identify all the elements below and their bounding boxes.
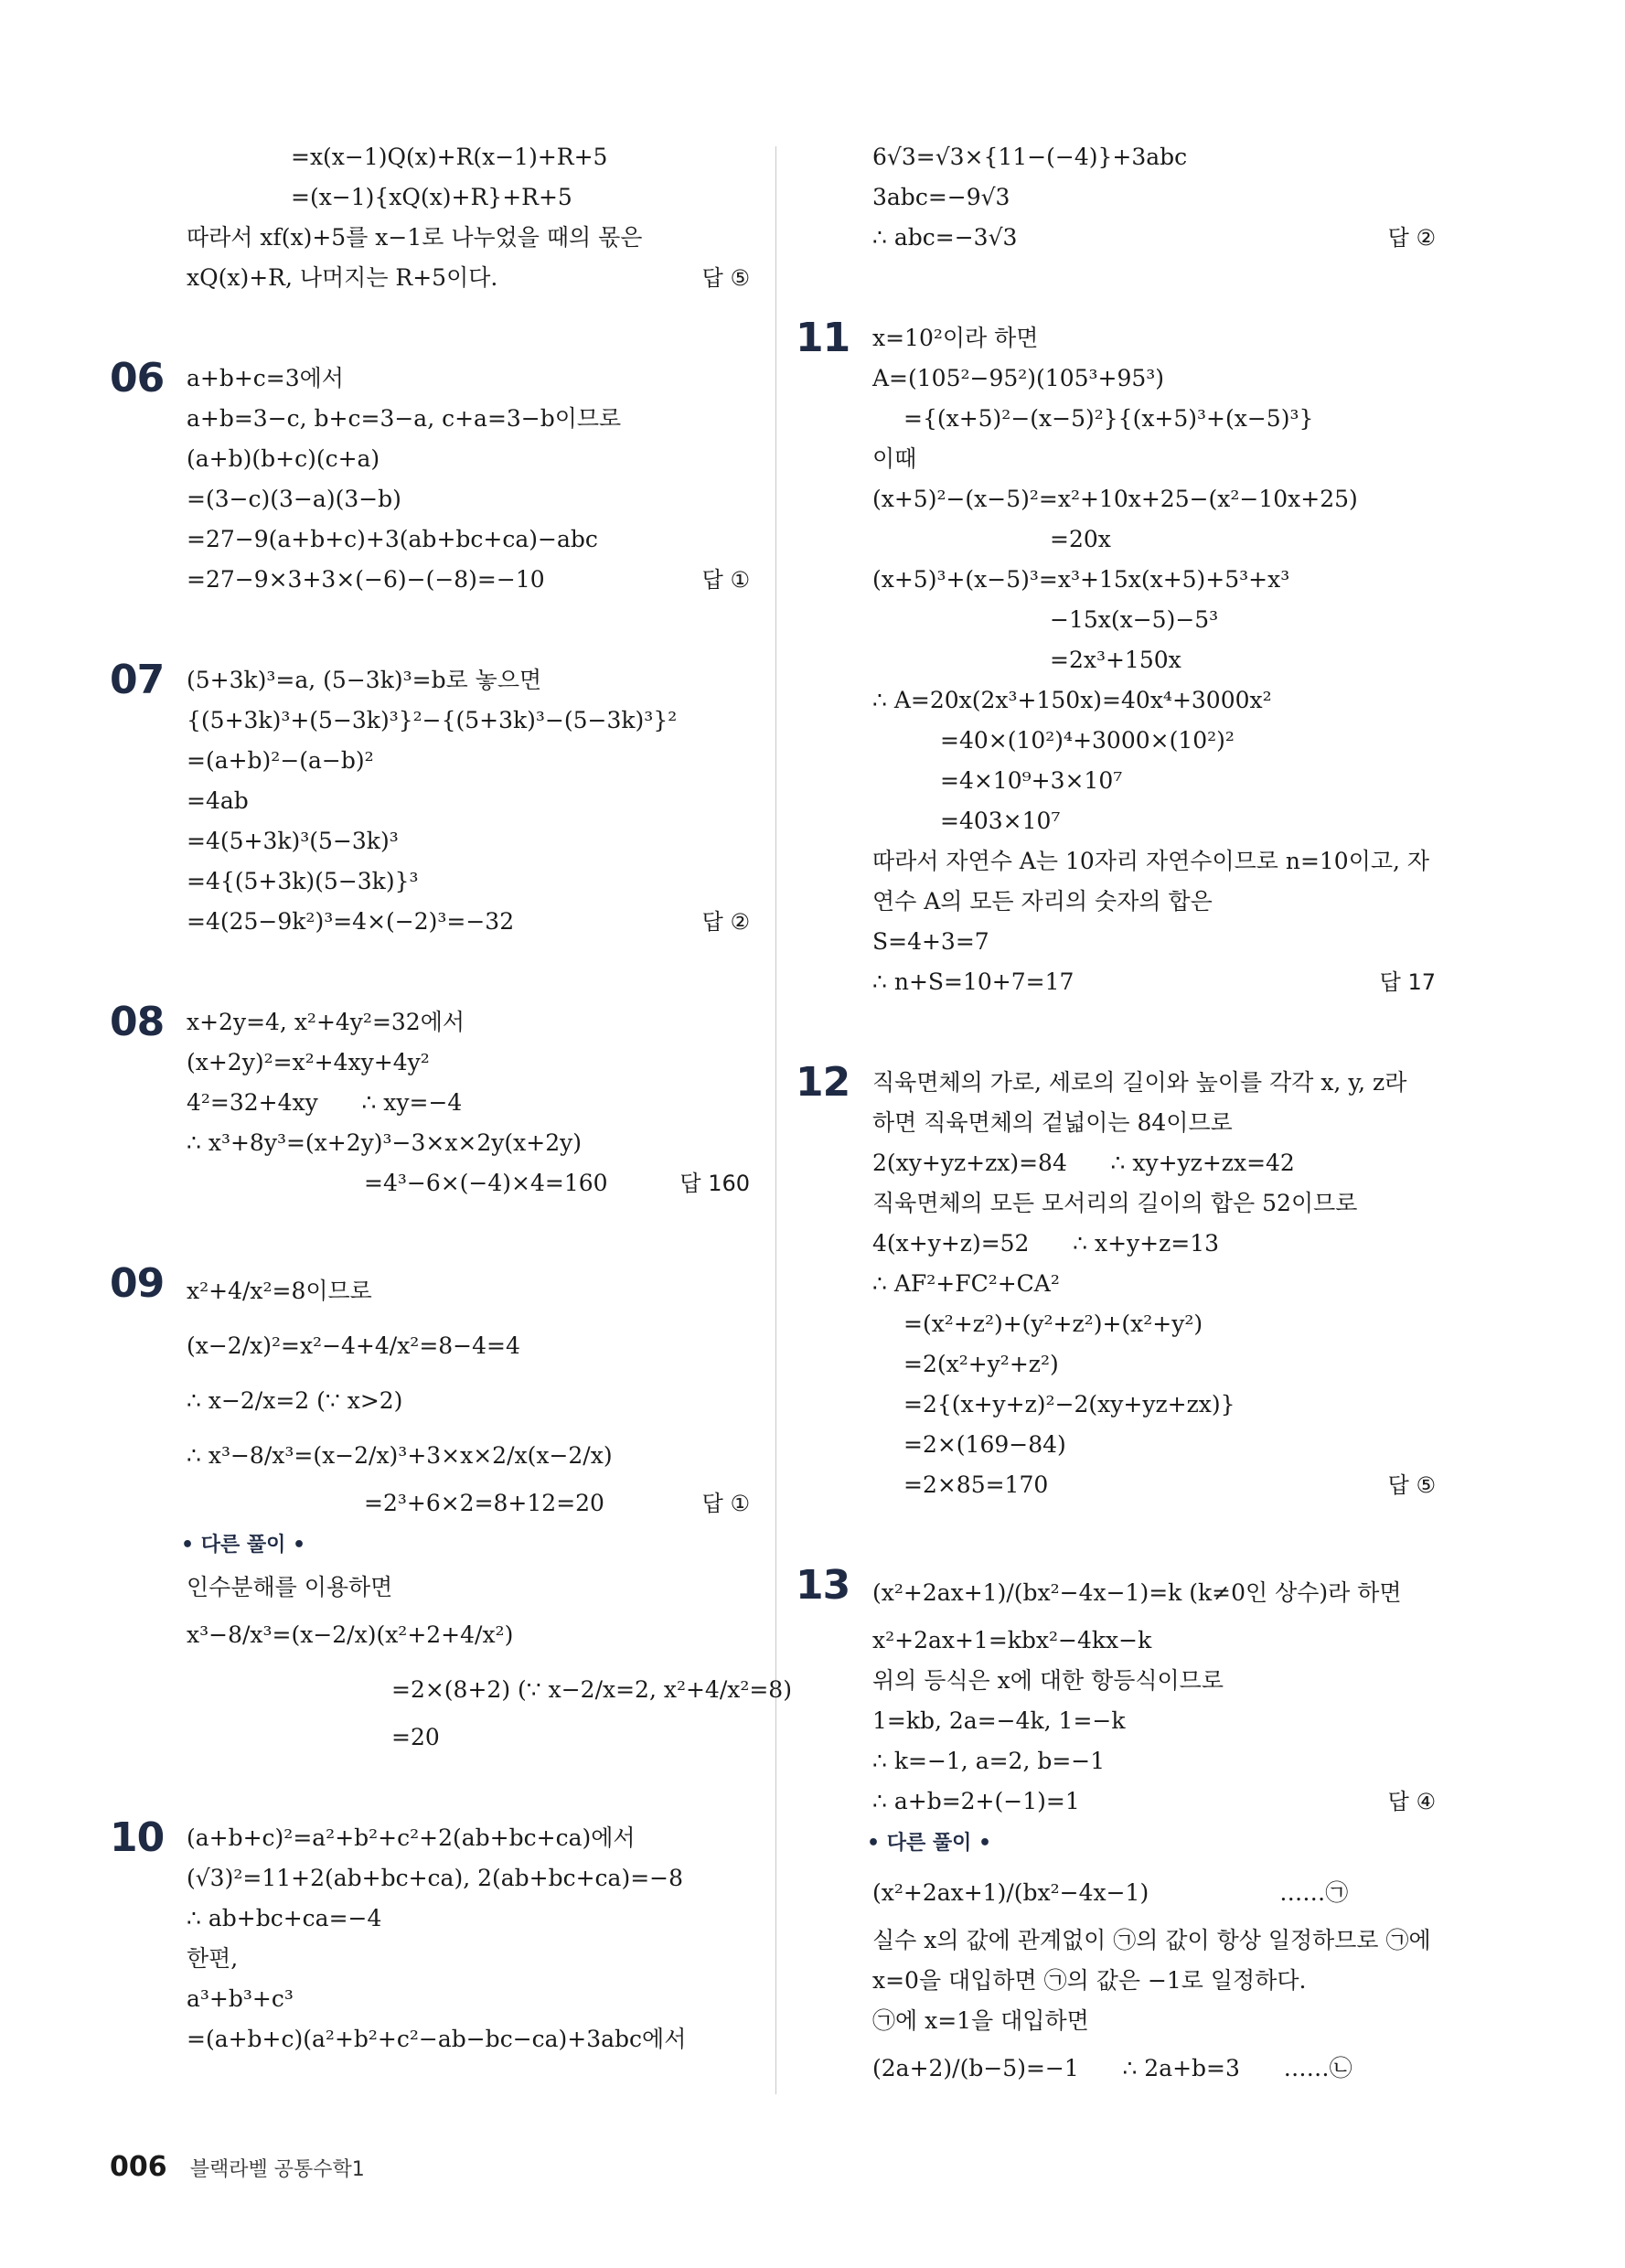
equation-line	[867, 1143, 1436, 1183]
problem-number: 12	[796, 1059, 850, 1106]
equation-line	[181, 177, 750, 218]
equation-text: (x+5)²−(x−5)²=x²+10x+25−(x²−10x+25)	[872, 486, 1358, 512]
equation-text: =x(x−1)Q(x)+R(x−1)+R+5	[291, 144, 608, 170]
equation-text: ∴ k=−1, a=2, b=−1	[872, 1748, 1106, 1774]
equation-line	[181, 399, 750, 439]
equation-line	[867, 882, 1436, 922]
equation-line	[181, 701, 750, 741]
problem-number: 08	[110, 999, 165, 1045]
equation-text: =20	[391, 1724, 440, 1750]
equation-line	[181, 1163, 750, 1204]
problem-10	[110, 1814, 750, 2059]
equation-line	[181, 137, 750, 177]
equation-text: {(5+3k)³+(5−3k)³}²−{(5+3k)³−(5−3k)³}²	[187, 707, 678, 733]
alternate-solution-label: • 다른 풀이 •	[867, 1832, 992, 1855]
equation-text: ∴ x³−8/x³=(x−2/x)³+3×x×2/x(x−2/x)	[187, 1442, 613, 1469]
book-title: 블랙라벨 공통수학1	[189, 2158, 365, 2181]
equation-text: 인수분해를 이용하면	[187, 1574, 393, 1600]
answer-label: 답 17	[1379, 969, 1436, 995]
equation-line	[867, 680, 1436, 721]
equation-text: 따라서 xf(x)+5를 x−1로 나누었을 때의 몫은	[187, 224, 643, 251]
equation-text: a³+b³+c³	[187, 1985, 294, 2012]
equation-text: (x−2/x)²=x²−4+4/x²=8−4=4	[187, 1332, 520, 1359]
equation-text: (x+5)³+(x−5)³=x³+15x(x+5)+5³+x³	[872, 566, 1290, 593]
equation-text: ∴ n+S=10+7=17	[872, 968, 1074, 995]
equation-line	[867, 1385, 1436, 1425]
equation-line	[867, 922, 1436, 962]
equation-text: =4(5+3k)³(5−3k)³	[187, 828, 399, 854]
page-number: 006	[110, 2151, 167, 2183]
equation-line	[867, 1103, 1436, 1143]
equation-text: ∴ a+b=2+(−1)=1	[872, 1788, 1080, 1814]
equation-text: =(x²+z²)+(y²+z²)+(x²+y²)	[903, 1311, 1203, 1337]
equation-line	[867, 177, 1436, 218]
equation-text: =2³+6×2=8+12=20	[364, 1490, 604, 1516]
equation-line	[867, 721, 1436, 761]
equation-line	[867, 801, 1436, 841]
equation-line	[867, 399, 1436, 439]
equation-line	[867, 1264, 1436, 1304]
equation-line	[867, 218, 1436, 258]
equation-text: (x+2y)²=x²+4xy+4y²	[187, 1049, 430, 1075]
problem-12	[796, 1059, 1436, 1505]
equation-text: a+b=3−c, b+c=3−a, c+a=3−b이므로	[187, 405, 622, 432]
equation-line	[867, 640, 1436, 680]
problem-number: 09	[110, 1260, 165, 1307]
equation-text: x=10²이라 하면	[872, 325, 1039, 351]
problem-number: 11	[796, 315, 850, 361]
equation-line	[181, 1608, 750, 1663]
equation-line	[867, 962, 1436, 1002]
equation-text: A=(105²−95²)(105³+95³)	[872, 365, 1165, 391]
problem-13	[796, 1562, 1436, 2096]
equation-text: =27−9×3+3×(−6)−(−8)=−10	[187, 566, 545, 593]
equation-line	[867, 1304, 1436, 1344]
answer-label: 답 ②	[1387, 225, 1436, 251]
equation-text: x+2y=4, x²+4y²=32에서	[187, 1009, 465, 1035]
equation-line	[181, 439, 750, 479]
equation-text: 4(x+y+z)=52 ∴ x+y+z=13	[872, 1230, 1220, 1257]
equation-line	[181, 1123, 750, 1163]
equation-line	[867, 841, 1436, 882]
equation-line	[867, 1920, 1436, 1961]
equation-text: 4²=32+4xy ∴ xy=−4	[187, 1089, 463, 1116]
equation-text: 3abc=−9√3	[872, 184, 1010, 210]
equation-text: (a+b)(b+c)(c+a)	[187, 445, 380, 472]
problem-number: 10	[110, 1814, 165, 1861]
equation-line	[181, 1663, 792, 1717]
problem-number: 06	[110, 355, 165, 401]
equation-line	[867, 479, 1436, 519]
equation-line	[181, 560, 750, 600]
equation-line	[867, 1661, 1436, 1701]
equation-line	[181, 1083, 750, 1123]
equation-text: 이때	[872, 445, 917, 472]
equation-line	[867, 137, 1436, 177]
equation-line	[867, 1701, 1436, 1741]
equation-text: (2a+2)/(b−5)=−1 ∴ 2a+b=3 ……㉡	[872, 2055, 1352, 2081]
equation-text: 하면 직육면체의 겉넓이는 84이므로	[872, 1109, 1233, 1136]
equation-text: =(3−c)(3−a)(3−b)	[187, 486, 401, 512]
equation-text: =4ab	[187, 787, 249, 814]
equation-line	[867, 358, 1436, 399]
equation-line	[181, 2019, 750, 2059]
equation-line	[181, 660, 750, 701]
equation-line	[181, 1264, 750, 1319]
problem-09	[110, 1260, 792, 1758]
equation-line	[181, 519, 750, 560]
equation-line	[867, 560, 1436, 600]
equation-line	[181, 1483, 750, 1524]
equation-line	[181, 1428, 750, 1483]
equation-text: ∴ x−2/x=2 (∵ x>2)	[187, 1387, 403, 1414]
equation-text: =4{(5+3k)(5−3k)}³	[187, 868, 419, 894]
equation-text: ={(x+5)²−(x−5)²}{(x+5)³+(x−5)³}	[903, 405, 1314, 432]
answer-label: 답 ①	[701, 567, 750, 593]
equation-line	[867, 1566, 1436, 1621]
equation-line	[181, 1717, 750, 1758]
equation-text: =2×(8+2) (∵ x−2/x=2, x²+4/x²=8)	[391, 1676, 792, 1703]
problem-number: 13	[796, 1562, 850, 1609]
equation-line	[181, 358, 750, 399]
equation-line	[181, 821, 750, 861]
equation-text: =(a+b+c)(a²+b²+c²−ab−bc−ca)+3abc에서	[187, 2026, 687, 2052]
equation-text: =2×85=170	[903, 1471, 1049, 1498]
equation-line	[867, 2001, 1436, 2041]
equation-line	[867, 600, 1436, 640]
equation-text: =403×10⁷	[940, 808, 1061, 834]
answer-label: 답 ②	[701, 909, 750, 935]
equation-text: xQ(x)+R, 나머지는 R+5이다.	[187, 264, 498, 291]
equation-text: a+b+c=3에서	[187, 365, 344, 391]
equation-text: 따라서 자연수 A는 10자리 자연수이므로 n=10이고, 자	[872, 848, 1430, 874]
equation-text: (√3)²=11+2(ab+bc+ca), 2(ab+bc+ca)=−8	[187, 1865, 684, 1891]
equation-text: (a+b+c)²=a²+b²+c²+2(ab+bc+ca)에서	[187, 1824, 636, 1851]
equation-text: (5+3k)³=a, (5−3k)³=b로 놓으면	[187, 667, 542, 693]
equation-line	[867, 2041, 1436, 2096]
equation-line	[181, 1818, 750, 1858]
equation-text: =27−9(a+b+c)+3(ab+bc+ca)−abc	[187, 526, 598, 552]
equation-text: (x²+2ax+1)/(bx²−4x−1)=k (k≠0인 상수)라 하면	[872, 1579, 1402, 1606]
answer-label: 답 ⑤	[1387, 1472, 1436, 1498]
equation-line	[867, 318, 1436, 358]
problem-08	[110, 999, 750, 1204]
equation-line	[867, 1465, 1436, 1505]
equation-text: −15x(x−5)−5³	[1050, 606, 1219, 633]
equation-text: =2x³+150x	[1050, 647, 1181, 673]
equation-line	[867, 1621, 1436, 1661]
equation-line	[181, 1858, 750, 1899]
answer-label: 답 ④	[1387, 1789, 1436, 1814]
equation-line	[867, 1866, 1436, 1920]
problem-11	[796, 315, 1436, 1002]
equation-text: x²+2ax+1=kbx²−4kx−k	[872, 1627, 1152, 1653]
equation-line	[181, 258, 750, 298]
equation-text: x³−8/x³=(x−2/x)(x²+2+4/x²)	[187, 1621, 514, 1648]
equation-text: =4³−6×(−4)×4=160	[364, 1170, 608, 1196]
equation-line	[867, 1344, 1436, 1385]
equation-line	[181, 781, 750, 821]
equation-text: =4×10⁹+3×10⁷	[940, 767, 1123, 794]
answer-label: 답 ①	[701, 1491, 750, 1516]
equation-text: 한편,	[187, 1945, 239, 1972]
equation-text: =40×(10²)⁴+3000×(10²)²	[940, 727, 1235, 754]
equation-text: ∴ x³+8y³=(x+2y)³−3×x×2y(x+2y)	[187, 1129, 582, 1156]
equation-line	[181, 1567, 750, 1608]
equation-line	[181, 1374, 750, 1428]
equation-line	[181, 1002, 750, 1043]
problem-number: 07	[110, 657, 165, 703]
equation-line	[181, 218, 750, 258]
equation-text: =4(25−9k²)³=4×(−2)³=−32	[187, 908, 515, 935]
equation-line	[867, 761, 1436, 801]
equation-text: ㉠에 x=1을 대입하면	[872, 2007, 1089, 2034]
equation-text: S=4+3=7	[872, 928, 989, 955]
equation-line	[867, 519, 1436, 560]
equation-line	[181, 741, 750, 781]
equation-text: =(a+b)²−(a−b)²	[187, 747, 374, 774]
equation-text: ∴ AF²+FC²+CA²	[872, 1270, 1060, 1297]
equation-text: 1=kb, 2a=−4k, 1=−k	[872, 1707, 1126, 1734]
equation-text: =2{(x+y+z)²−2(xy+yz+zx)}	[903, 1391, 1235, 1418]
equation-text: ∴ ab+bc+ca=−4	[187, 1905, 382, 1931]
equation-text: x=0을 대입하면 ㉠의 값은 −1로 일정하다.	[872, 1967, 1307, 1994]
equation-line	[867, 1741, 1436, 1781]
page-footer	[110, 2151, 365, 2183]
equation-line	[181, 861, 750, 902]
equation-text: (x²+2ax+1)/(bx²−4x−1) ……㉠	[872, 1879, 1349, 1906]
equation-text: 2(xy+yz+zx)=84 ∴ xy+yz+zx=42	[872, 1150, 1295, 1176]
equation-line	[181, 1979, 750, 2019]
equation-line	[867, 1961, 1436, 2001]
equation-text: ∴ A=20x(2x³+150x)=40x⁴+3000x²	[872, 687, 1272, 713]
equation-line	[181, 1319, 750, 1374]
problem-07	[110, 657, 750, 942]
right-column	[796, 137, 1436, 2156]
equation-text: 위의 등식은 x에 대한 항등식이므로	[872, 1667, 1224, 1694]
equation-line	[181, 479, 750, 519]
equation-text: =2(x²+y²+z²)	[903, 1351, 1059, 1377]
equation-text: =20x	[1050, 526, 1111, 552]
equation-text: =(x−1){xQ(x)+R}+R+5	[291, 184, 572, 210]
equation-line	[181, 902, 750, 942]
equation-text: 6√3=√3×{11−(−4)}+3abc	[872, 144, 1188, 170]
left-column	[110, 137, 792, 2120]
equation-text: 실수 x의 값에 관계없이 ㉠의 값이 항상 일정하므로 ㉠에	[872, 1927, 1431, 1953]
equation-line	[181, 1939, 750, 1979]
equation-line	[867, 1063, 1436, 1103]
continuation-05	[110, 137, 750, 298]
equation-line	[181, 1043, 750, 1083]
equation-line	[867, 439, 1436, 479]
equation-line	[867, 1183, 1436, 1224]
equation-line	[867, 1425, 1436, 1465]
equation-text: 직육면체의 가로, 세로의 길이와 높이를 각각 x, y, z라	[872, 1069, 1407, 1096]
equation-line	[867, 1781, 1436, 1822]
equation-text: =2×(169−84)	[903, 1431, 1066, 1458]
answer-label: 답 ⑤	[701, 265, 750, 291]
equation-line	[867, 1224, 1436, 1264]
equation-text: 연수 A의 모든 자리의 숫자의 합은	[872, 888, 1213, 915]
equation-text: ∴ abc=−3√3	[872, 224, 1018, 251]
column-divider	[775, 146, 776, 2094]
problem-06	[110, 355, 750, 600]
equation-line	[181, 1899, 750, 1939]
equation-text: 직육면체의 모든 모서리의 길이의 합은 52이므로	[872, 1190, 1358, 1216]
answer-label: 답 160	[679, 1171, 750, 1196]
equation-text: x²+4/x²=8이므로	[187, 1278, 372, 1304]
continuation-10	[796, 137, 1436, 258]
alternate-solution-label: • 다른 풀이 •	[181, 1534, 306, 1557]
